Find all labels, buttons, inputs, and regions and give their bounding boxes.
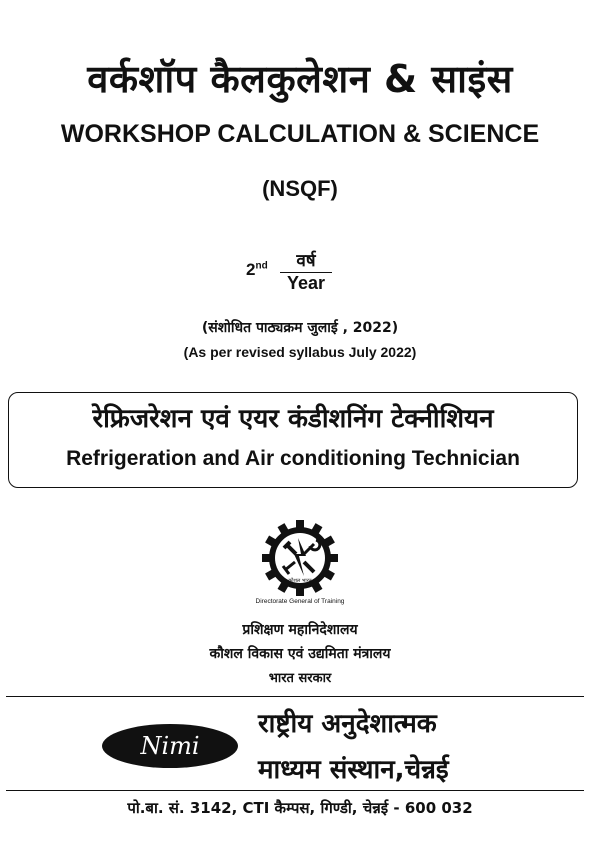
year-label-hindi: वर्ष — [280, 248, 332, 273]
ministry-line-3: भारत सरकार — [268, 671, 332, 686]
title-english: WORKSHOP CALCULATION & SCIENCE — [60, 120, 540, 148]
divider-bottom — [6, 790, 584, 791]
trade-name-english: Refrigeration and Air conditioning Technician — [66, 447, 520, 470]
nimi-logo — [100, 722, 240, 770]
year-block — [246, 248, 356, 300]
year-label-english: Year — [286, 273, 326, 293]
trade-name-hindi: रेफ्रिजरेशन एवं एयर कंडीशनिंग टेक्नीशियन — [92, 404, 494, 434]
syllabus-english: (As per revised syllabus July 2022) — [183, 344, 417, 360]
year-fraction — [280, 248, 332, 294]
emblem-inner-text: कौशल भारत — [288, 578, 312, 584]
nsqf-label: (NSQF) — [262, 176, 338, 201]
title-hindi: वर्कशॉप कैलकुलेशन & साइंस — [87, 57, 513, 101]
ministry-line-1: प्रशिक्षण महानिदेशालय — [242, 622, 358, 638]
trade-box — [8, 392, 578, 488]
publisher-name-line-1: राष्ट्रीय अनुदेशात्मक — [258, 709, 437, 739]
ministry-line-2: कौशल विकास एवं उद्यमिता मंत्रालय — [209, 646, 391, 662]
syllabus-hindi: (संशोधित पाठ्यक्रम जुलाई , 2022) — [201, 320, 399, 336]
publisher-name-line-2: माध्यम संस्थान,चेन्नई — [258, 755, 449, 785]
year-ordinal-suffix: nd — [255, 260, 268, 272]
divider-top — [6, 696, 584, 697]
year-ordinal: 2nd — [246, 260, 268, 279]
publisher-address: पो.बा. सं. 3142, CTI कैम्पस, गिण्डी, चेन्नई - 600 032 — [127, 799, 473, 817]
nimi-logo-text: Nimi — [140, 732, 200, 760]
dgt-caption: Directorate General of Training — [255, 598, 345, 605]
